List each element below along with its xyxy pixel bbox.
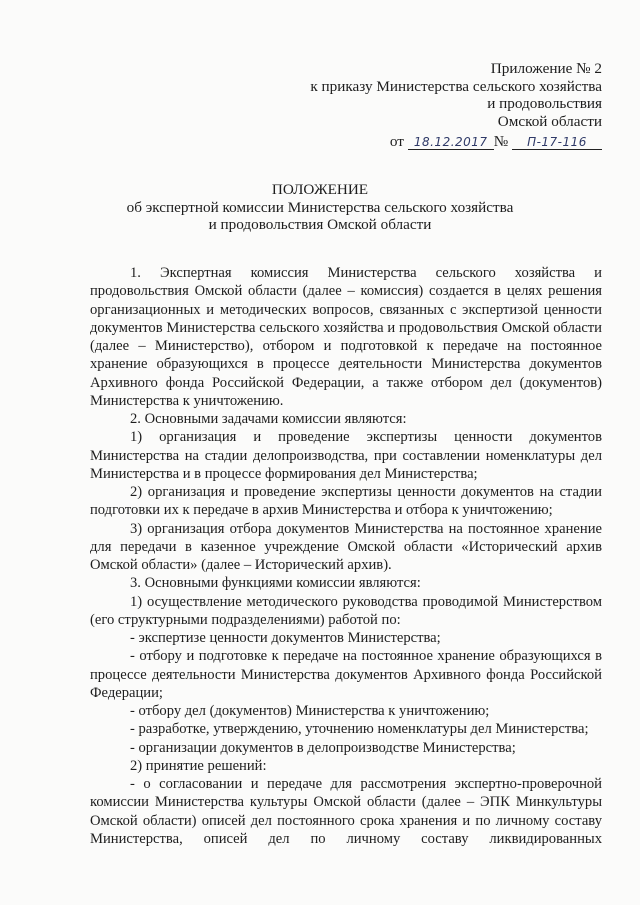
order-date: 18.12.2017 xyxy=(408,135,494,150)
paragraph-6: 3. Основными функциями комиссии являются: xyxy=(130,575,421,592)
paragraph-10: - отбору дел (документов) Министерства к уничтожению; xyxy=(130,703,490,719)
from-label: от xyxy=(389,133,404,150)
document-title xyxy=(0,181,640,234)
order-reference-line3: Омской области xyxy=(497,112,602,130)
order-date-line xyxy=(310,133,602,151)
paragraph-4: 2) организация и проведение экспертизы ценности документов на стадии подготовки их к передаче в архив Министерства и отбора к уничтожению; xyxy=(90,484,602,519)
appendix-header xyxy=(310,60,602,151)
document-body xyxy=(90,264,602,848)
order-number: П-17-116 xyxy=(512,135,602,150)
number-label: № xyxy=(493,133,509,150)
paragraph-1: 1. Экспертная комиссия Министерства сельского хозяйства и продовольствия Омской области (далее – комиссия) создается в целях решения организационных и методических вопросов, связанных с экспертизой ценности документов Министерства сельского хозяйства и продовольствия Омской области (далее – Министерство), отбором и подготовкой к передаче на постоянное хранение образующихся в процессе деятельности Министерства документов Архивного фонда Российской Федерации, а также отбором дел (документов) Министерства к уничтожению. xyxy=(90,265,602,409)
title-line-3: и продовольствия Омской области xyxy=(208,216,432,233)
order-reference: к приказу Министерства сельского хозяйства xyxy=(310,77,602,95)
paragraph-14: - о согласовании и передаче для рассмотрения экспертно-проверочной комиссии Министерства культуры Омской области (далее – ЭПК Минкультуры Омской области) описей дел постоянного срока хранения и по личному составу Министерства, описей дел по личному составу ликвидированных xyxy=(90,776,602,847)
paragraph-5: 3) организация отбора документов Министерства на постоянное хранение для передачи в казенное учреждение Омской области «Исторический архив Омской области» (далее – Исторический архив). xyxy=(90,520,602,573)
paragraph-13: 2) принятие решений: xyxy=(130,757,267,774)
paragraph-7: 1) осуществление методического руководства проводимой Министерством (его структурными подразделениями) работой по: xyxy=(90,593,602,628)
title-line-2: об экспертной комиссии Министерства сельского хозяйства xyxy=(126,198,514,216)
title-line-1: ПОЛОЖЕНИЕ xyxy=(271,181,369,198)
order-reference-line2: и продовольствия xyxy=(487,95,602,112)
paragraph-11: - разработке, утверждению, уточнению номенклатуры дел Министерства; xyxy=(130,721,589,738)
paragraph-8: - экспертизе ценности документов Министерства; xyxy=(130,630,441,646)
appendix-number: Приложение № 2 xyxy=(490,60,602,77)
paragraph-12: - организации документов в делопроизводстве Министерства; xyxy=(130,739,516,756)
paragraph-2: 2. Основными задачами комиссии являются: xyxy=(130,411,407,427)
paragraph-9: - отбору и подготовке к передаче на постоянное хранение образующихся в процессе деятельности Министерства документов Архивного фонда Российской Федерации; xyxy=(90,648,602,701)
paragraph-3: 1) организация и проведение экспертизы ценности документов Министерства на стадии делопроизводства, при составлении номенклатуры дел Министерства и в процессе формирования дел Министерства; xyxy=(90,429,602,482)
